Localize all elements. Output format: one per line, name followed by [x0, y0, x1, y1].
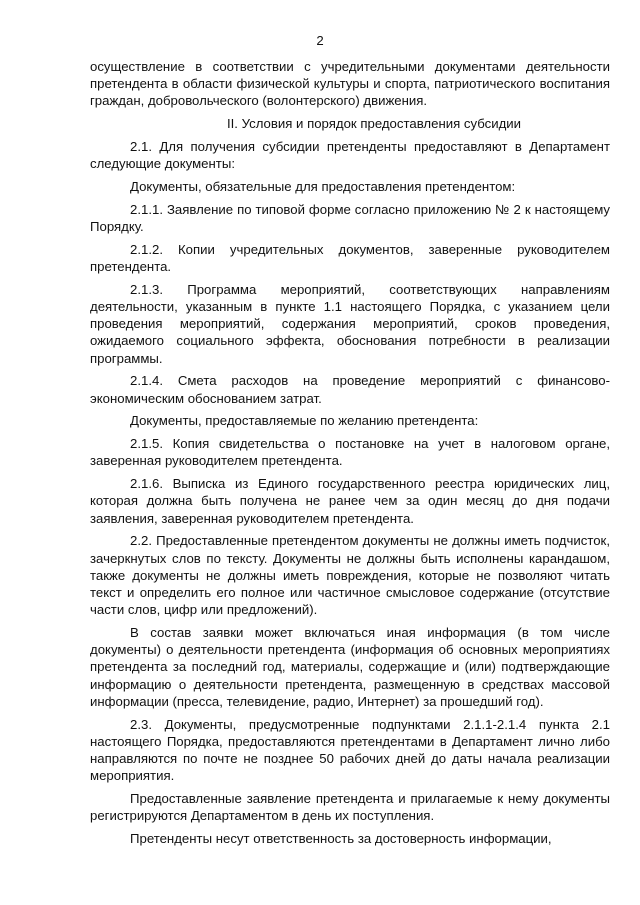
paragraph-application-content: В состав заявки может включаться иная информация (в том числе документы) о деятельности претендента (информация об основных мероприятиях претендента за последний год, материалы, содержащие и (или) подтверждающие информацию о деятельности претендента, размещенную в средствах массовой информации (пресса, телевидение, радио, Интернет) за прошедший год). [90, 625, 610, 709]
page-number: 2 [316, 33, 324, 48]
section-heading: II. Условия и порядок предоставления субсидии [226, 116, 522, 132]
document-body [90, 58, 610, 853]
paragraph-2-1: 2.1. Для получения субсидии претенденты предоставляют в Департамент следующие документы: [90, 139, 610, 172]
paragraph-2-1-3: 2.1.3. Программа мероприятий, соответствующих направлениям деятельности, указанным в пункте 1.1 настоящего Порядка, с указанием цели проведения мероприятий, содержания мероприятий, сроков проведения, ожидаемого социального эффекта, обоснования потребности в реализации программы. [90, 281, 610, 366]
paragraph-2-1-5: 2.1.5. Копия свидетельства о постановке на учет в налоговом органе, заверенная руководителем претендента. [90, 436, 610, 469]
paragraph-2-1-2: 2.1.2. Копии учредительных документов, заверенные руководителем претендента. [90, 241, 610, 274]
paragraph-2-1-1: 2.1.1. Заявление по типовой форме согласно приложению № 2 к настоящему Порядку. [90, 201, 610, 234]
paragraph-responsibility: Претенденты несут ответственность за достоверность информации, [130, 831, 552, 847]
paragraph-mandatory-docs: Документы, обязательные для предоставления претендентом: [130, 179, 516, 194]
paragraph-continuation: осуществление в соответствии с учредительными документами деятельности претендента в области физической культуры и спорта, патриотического воспитания граждан, добровольческого (волонтерского) движения. [90, 59, 610, 109]
paragraph-2-1-6: 2.1.6. Выписка из Единого государственного реестра юридических лиц, которая должна быть получена не ранее чем за один месяц до дня подачи заявления, заверенная руководителем претендента. [90, 476, 610, 526]
paragraph-2-1-4: 2.1.4. Смета расходов на проведение мероприятий с финансово-экономическим обоснованием затрат. [90, 373, 610, 406]
paragraph-optional-docs: Документы, предоставляемые по желанию претендента: [130, 413, 479, 429]
paragraph-registration: Предоставленные заявление претендента и прилагаемые к нему документы регистрируются Департаментом в день их поступления. [90, 791, 610, 824]
paragraph-2-3: 2.3. Документы, предусмотренные подпунктами 2.1.1-2.1.4 пункта 2.1 настоящего Порядка, предоставляются претендентами в Департамент лично либо направляются по почте не позднее 50 рабочих дней до даты начала реализации мероприятия. [90, 716, 610, 784]
paragraph-2-2: 2.2. Предоставленные претендентом документы не должны иметь подчисток, зачеркнутых слов по тексту. Документы не должны быть исполнены карандашом, также документы не должны иметь повреждения, которые не позволяют читать текст и определить его полное или частичное смысловое содержание (отсутствие части слов, цифр или предложений). [90, 533, 610, 618]
